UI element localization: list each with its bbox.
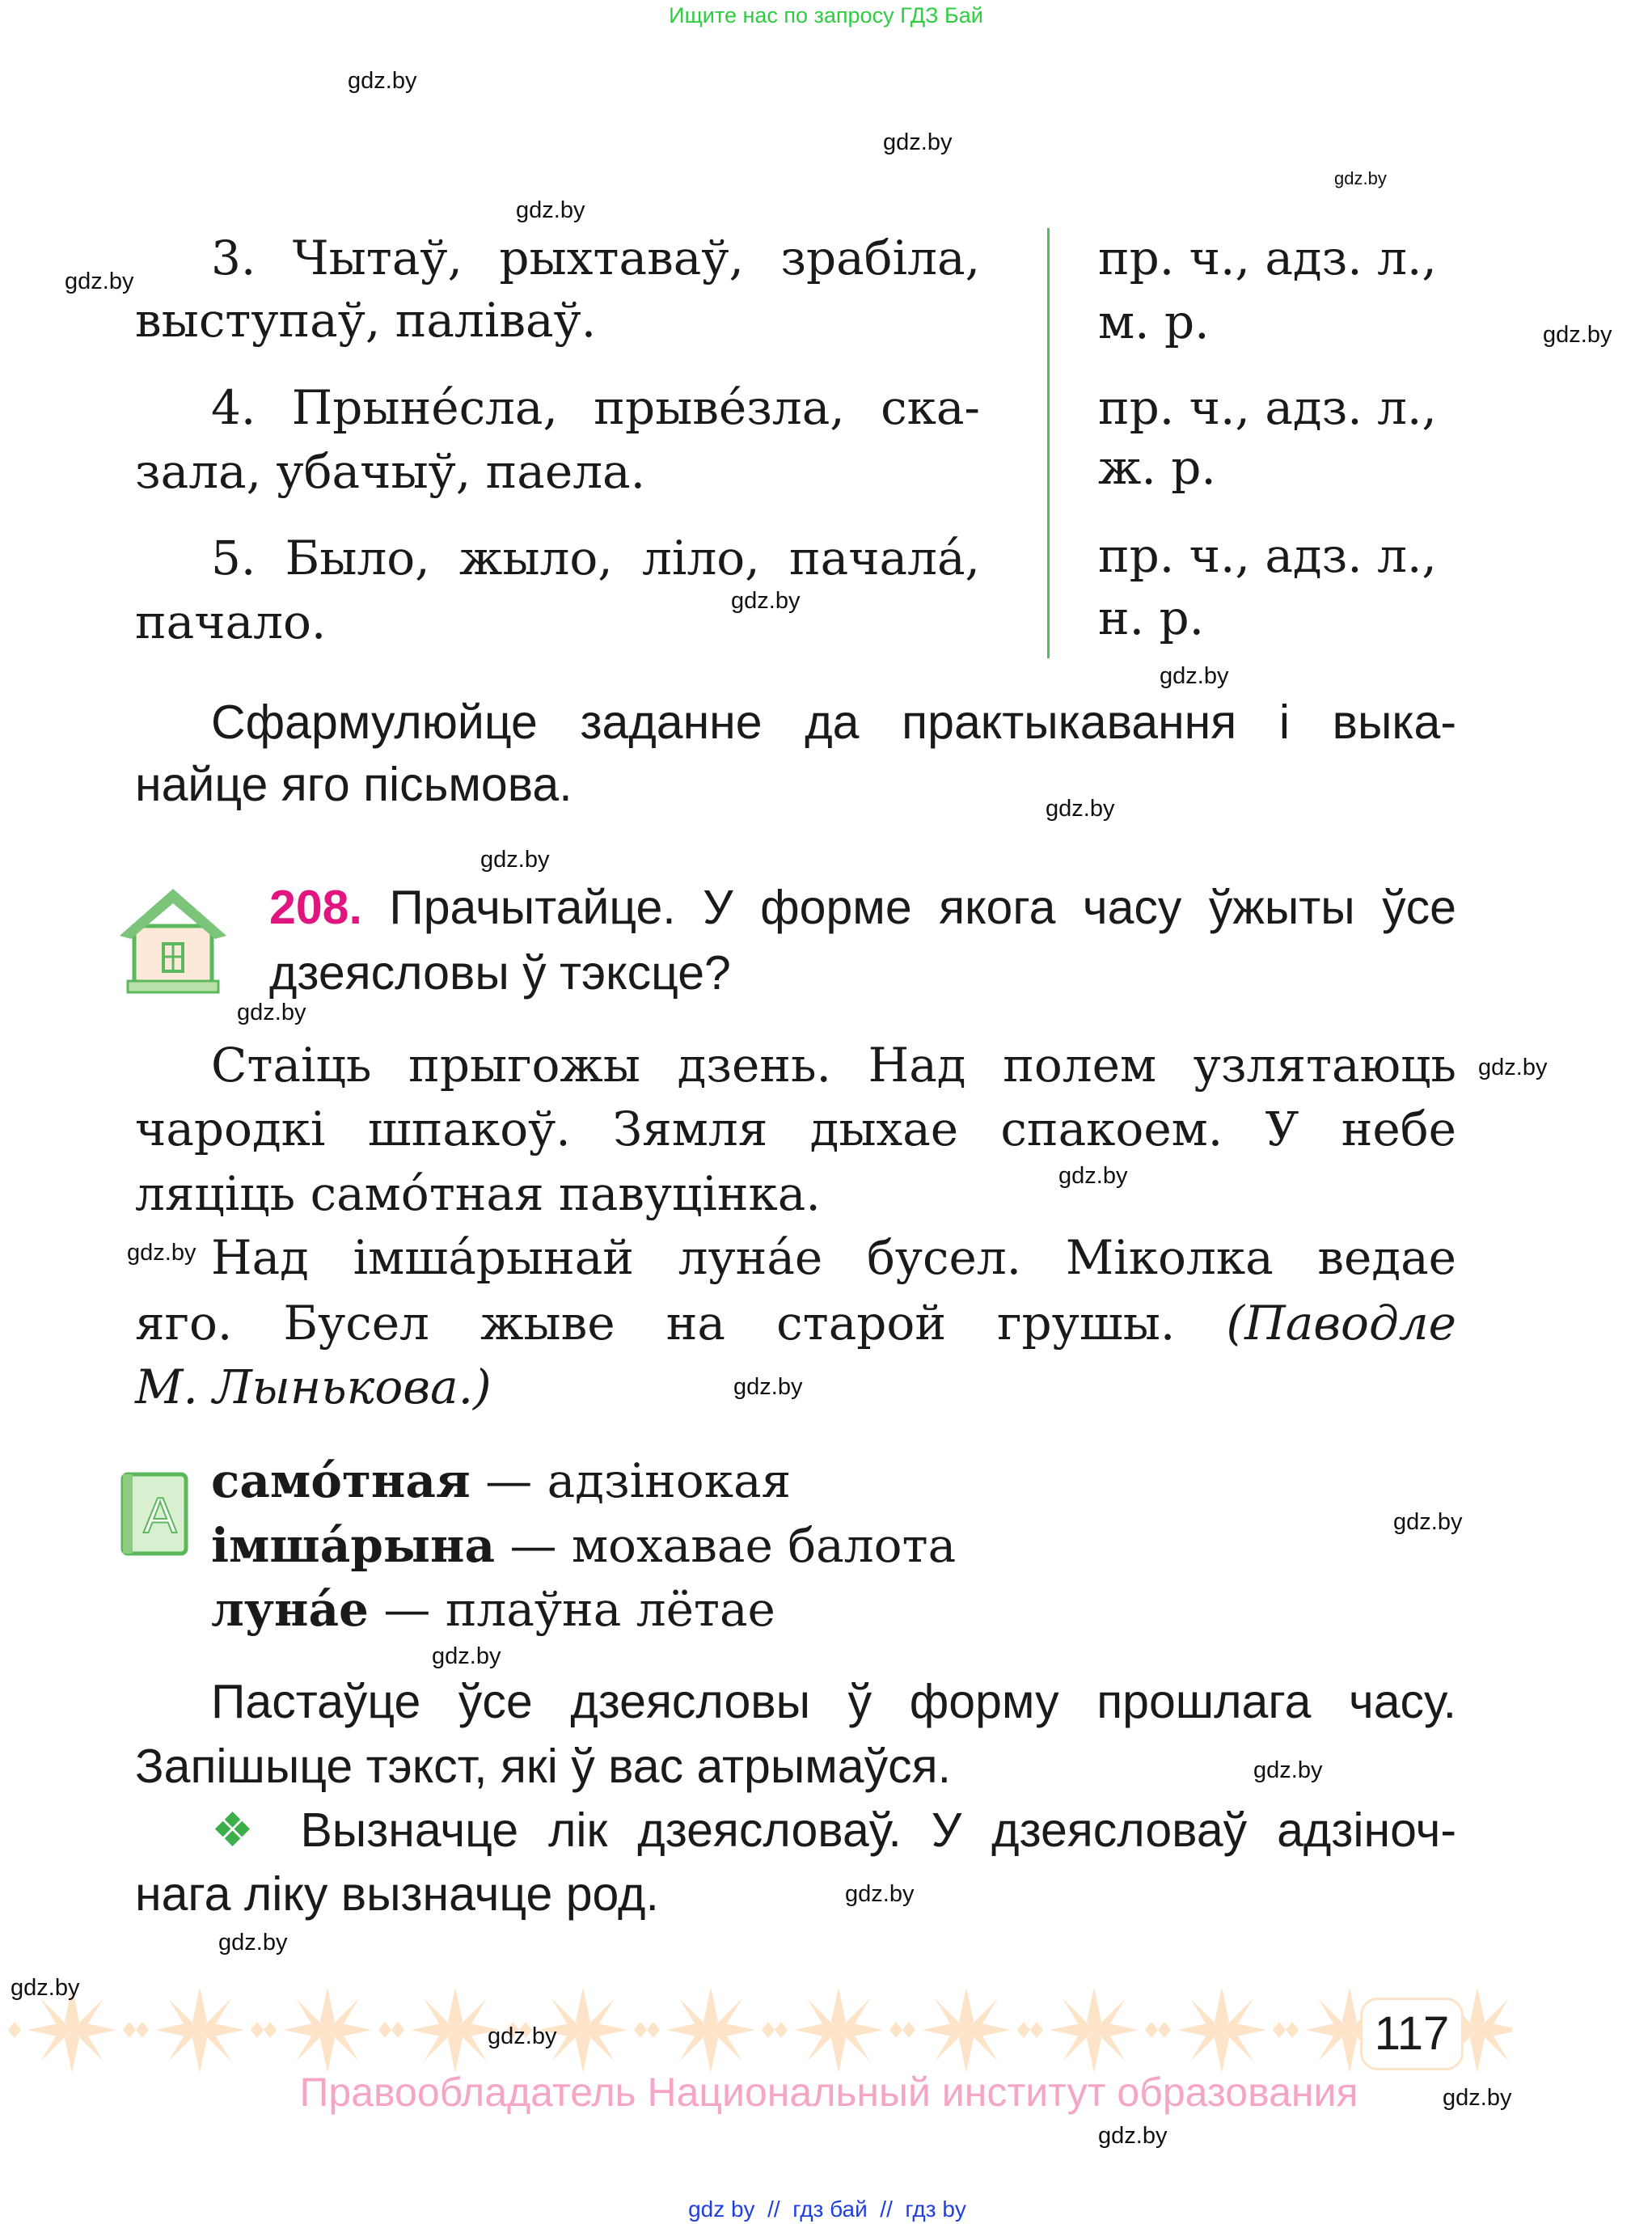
text-line-5: [135, 1287, 1456, 1359]
task-instruction-line-1: Сфармулюйце заданне да практыкавання і выка-: [211, 696, 1456, 749]
table-row-4-line-2: зала, убачыў, паела.: [135, 444, 646, 499]
task-line-1: Пастаўце ўсе дзеясловы ў форму прошлага часу.: [211, 1675, 1456, 1728]
home-task-icon: [116, 886, 230, 995]
table-row-5-line-1: 5. Было, жыло, ліло, пачала́,: [211, 531, 980, 586]
glossary-word: імша́рына: [211, 1518, 496, 1573]
exercise-question-line-1: [269, 871, 1456, 944]
watermark: gdz.by: [516, 197, 585, 223]
task-line-4: нага ліку вызначце род.: [135, 1867, 659, 1921]
dictionary-book-icon: [120, 1471, 191, 1560]
table-row-5-grammar-2: н. р.: [1098, 590, 1205, 645]
table-row-4-grammar-1: пр. ч., адз. л.,: [1098, 380, 1437, 435]
glossary-meaning: плаўна лётае: [445, 1582, 775, 1637]
glossary-entry: [211, 1444, 791, 1517]
watermark: gdz.by: [1253, 1757, 1323, 1783]
footer-links[interactable]: gdz by // гдз бай // гдз by: [688, 2197, 966, 2222]
text-line-1: Стаіць прыгожы дзень. Над полем узлятаюць: [211, 1038, 1456, 1093]
table-row-3-grammar-2: м. р.: [1098, 294, 1210, 349]
watermark: gdz.by: [432, 1643, 501, 1669]
column-divider: [1047, 228, 1050, 658]
attribution-author-text: М. Лынькова.): [135, 1359, 492, 1414]
table-row-5-grammar-1: пр. ч., адз. л.,: [1098, 528, 1437, 583]
watermark: gdz.by: [1443, 2085, 1512, 2111]
watermark: gdz.by: [731, 588, 801, 614]
table-row-4-line-1: 4. Прыне́сла, прыве́зла, ска-: [211, 380, 980, 435]
folk-ornament-band: [8, 1985, 1512, 2074]
page-number: 117: [1374, 2007, 1450, 2060]
text-line-3: ляціць само́тная павуцінка.: [135, 1166, 821, 1221]
task-line-3-text: Вызначце лік дзеясловаў. У дзеясловаў адзіноч-: [300, 1803, 1456, 1857]
watermark: gdz.by: [488, 2023, 557, 2049]
glossary-word: луна́е: [211, 1582, 369, 1637]
exercise-number: 208.: [269, 881, 362, 934]
glossary-meaning: мохавае балота: [571, 1518, 957, 1573]
watermark: gdz.by: [1543, 322, 1612, 348]
watermark: gdz.by: [218, 1930, 288, 1956]
watermark: gdz.by: [480, 847, 550, 873]
watermark: gdz.by: [1393, 1509, 1463, 1535]
task-line-3: [211, 1794, 1456, 1867]
table-row-3-line-1: 3. Чытаў, рыхтаваў, зрабіла,: [211, 230, 980, 285]
table-row-3-line-2: выступаў, паліваў.: [135, 293, 597, 348]
glossary-entry: [211, 1573, 775, 1646]
watermark: gdz.by: [845, 1881, 915, 1907]
attribution-author: [135, 1351, 492, 1423]
watermark: gdz.by: [127, 1240, 196, 1266]
header-banner[interactable]: Ищите нас по запросу ГДЗ Бай: [669, 3, 983, 27]
watermark: gdz.by: [883, 129, 953, 155]
watermark: gdz.by: [733, 1374, 803, 1400]
glossary-dash: —: [383, 1582, 431, 1637]
watermark: gdz.by: [1160, 663, 1229, 689]
svg-text:A: A: [143, 1488, 177, 1544]
watermark: gdz.by: [1046, 796, 1115, 822]
text-line-4: Над імша́рынай луна́е бусел. Міколка ведае: [211, 1230, 1456, 1285]
text-line-5-body: яго. Бусел жыве на старой грушы.: [135, 1296, 1176, 1351]
text-line-2: чародкі шпакоў. Зямля дыхае спакоем. У небе: [135, 1101, 1456, 1156]
exercise-question: Прачытайце. У форме якога часу ўжыты ўсе: [389, 881, 1456, 934]
glossary-word: само́тная: [211, 1453, 471, 1508]
exercise-question-line-2: дзеясловы ў тэксце?: [269, 946, 731, 1000]
attribution-start: (Паводле: [1226, 1296, 1456, 1351]
glossary-entry: [211, 1509, 956, 1582]
watermark: gdz.by: [237, 1000, 306, 1025]
watermark: gdz.by: [11, 1975, 80, 2001]
table-row-3-grammar-1: пр. ч., адз. л.,: [1098, 230, 1437, 285]
task-line-2: Запішыце тэкст, які ў вас атрымаўся.: [135, 1740, 951, 1793]
watermark: gdz.by: [65, 268, 134, 294]
watermark: gdz.by: [1334, 168, 1387, 188]
watermark: gdz.by: [1098, 2123, 1168, 2149]
glossary-dash: —: [509, 1518, 557, 1573]
table-row-5-line-2: пачало.: [135, 594, 327, 649]
watermark: gdz.by: [1478, 1055, 1548, 1080]
glossary-dash: —: [485, 1453, 533, 1508]
table-row-4-grammar-2: ж. р.: [1098, 440, 1216, 495]
task-instruction-line-2: найце яго пісьмова.: [135, 758, 572, 811]
diamond-bonus-icon: ❖: [211, 1803, 271, 1857]
watermark: gdz.by: [348, 68, 417, 94]
watermark: gdz.by: [1058, 1163, 1128, 1189]
copyright-notice: Правообладатель Национальный институт образования: [299, 2070, 1358, 2115]
glossary-meaning: адзінокая: [547, 1453, 792, 1508]
